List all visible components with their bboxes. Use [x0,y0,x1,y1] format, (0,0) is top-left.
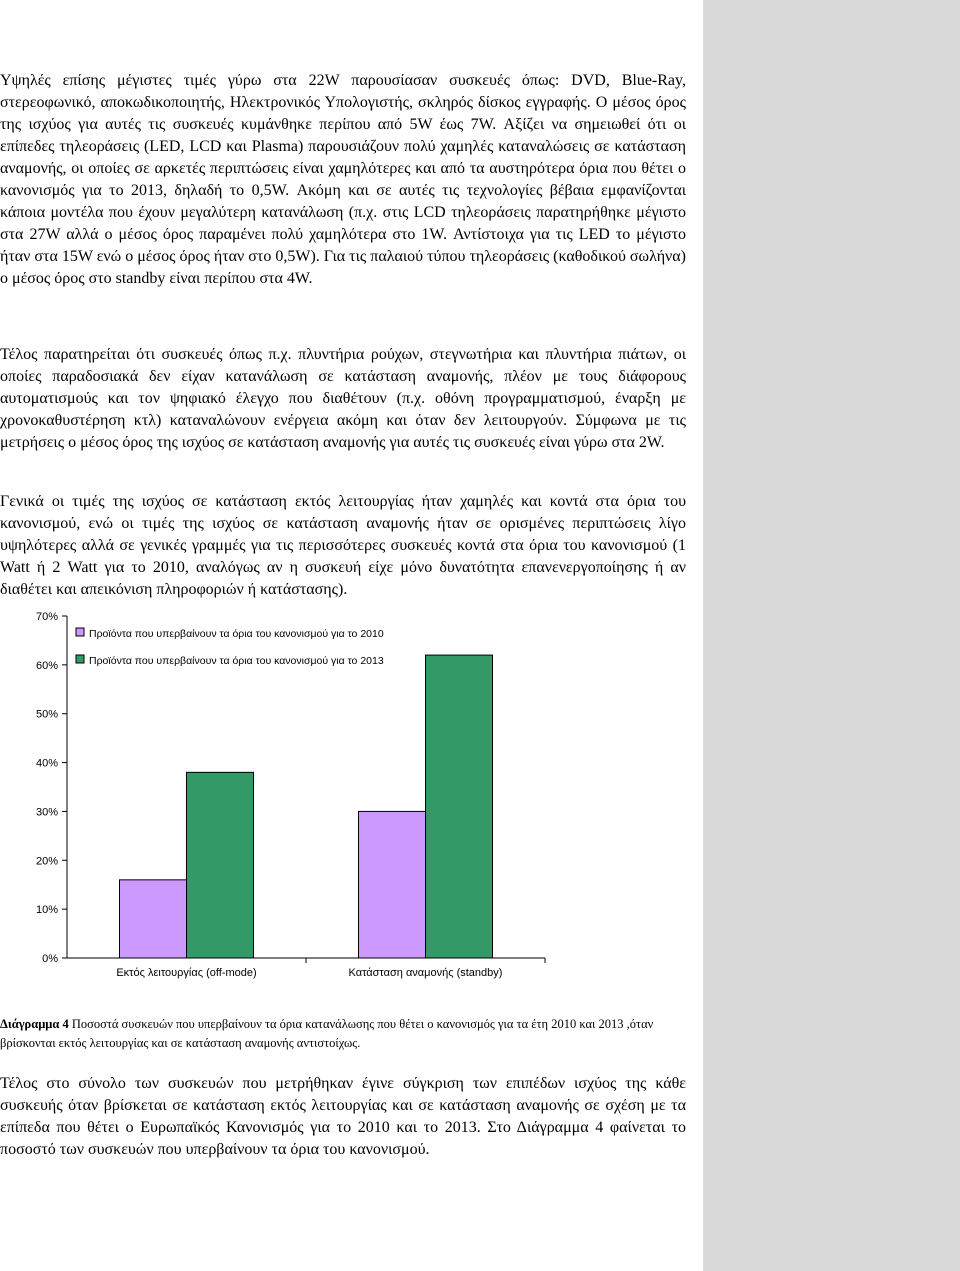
y-tick-label: 50% [35,708,58,721]
bar [426,655,493,958]
legend-label: Προϊόντα που υπερβαίνουν τα όρια του κανονισμού για το 2010 [89,628,384,640]
y-tick-label: 0% [42,953,58,965]
paragraph-4: Τέλος στο σύνολο των συσκευών που μετρήθηκαν έγινε σύγκριση των επιπέδων ισχύος της κάθε συσκευής όταν βρίσκεται σε κατάσταση εκτός λειτουργίας και σε κατάσταση αναμονής σε σχέση με τα επίπεδα που θέτει ο Ευρωπαϊκός Κανονισμός για το 2010 και το 2013. Στο Διάγραμμα 4 φαίνεται το ποσοστό των συσκευών που υπερβαίνουν τα όρια του κανονισμού. [0,1075,686,1158]
y-tick-label: 10% [35,904,58,917]
paragraph-3: Γενικά οι τιμές της ισχύος σε κατάσταση εκτός λειτουργίας ήταν χαμηλές και κοντά στα όρια του κανονισμού, ενώ οι τιμές της ισχύος σε κατάσταση αναμονής ήταν σε ορισμένες περιπτώσεις λίγο υψηλότερες αλλά σε γενικές γραμμές για τις περισσότερες συσκευές κοντά στα όρια του κανονισμού (1 Watt ή 2 Watt για το 2010, αναλόγως αν η συσκευή είχε μόνο δυνατότητα επανενεργοποίησης ή αν διαθέτει και απεικόνιση πληροφοριών ή κατάστασης). [0,493,686,598]
legend-label: Προϊόντα που υπερβαίνουν τα όρια του κανονισμού για το 2013 [89,655,384,667]
bar [187,772,254,958]
x-axis [67,958,545,979]
caption-text: Ποσοστά συσκευών που υπερβαίνουν τα όρια κατανάλωσης που θέτει ο κανονισμός για τα έτη 2010 και 2013 ,όταν βρίσκονται εκτός λειτουργίας και σε κατάσταση αναμονής αντιστοίχως. [0,1017,654,1050]
y-axis [36,611,67,965]
bar [359,811,426,958]
x-tick-label: Εκτός λειτουργίας (off-mode) [116,967,257,979]
y-tick-label: 60% [35,659,58,672]
legend-swatch [76,655,84,663]
bar-chart [0,600,560,995]
y-tick-label: 30% [35,806,58,819]
y-tick-label: 40% [35,757,58,770]
caption-label: Διάγραμμα 4 [0,1017,69,1031]
comment-pane [703,0,960,1271]
x-tick-label: Κατάσταση αναμονής (standby) [348,967,503,979]
y-tick-label: 70% [35,611,58,623]
paragraph-1: Υψηλές επίσης μέγιστες τιμές γύρω στα 22W παρουσίασαν συσκευές όπως: DVD, Blue-Ray, στερεοφωνικό, αποκωδικοποιητής, Ηλεκτρονικός Υπολογιστής, σκληρός δίσκος εγγραφής. Ο μέσος όρος της ισχύος για αυτές τις συσκευές κυμάνθηκε περίπου από 5W έως 7W. Αξίζει να σημειωθεί ότι οι επίπεδες τηλεοράσεις (LED, LCD και Plasma) παρουσιάζουν πολύ χαμηλές καταναλώσεις σε κατάσταση αναμονής, οι οποίες σε αρκετές περιπτώσεις είναι χαμηλότερες και από τα αυστηρότερα όρια που θέτει ο κανονισμός για το 2013, δηλαδή το 0,5W. Ακόμη και σε αυτές τις τεχνολογίες βέβαια εμφανίζονται κάποια μοντέλα που έχουν μεγαλύτερη κατανάλωση (π.χ. στις LCD τηλεοράσεις παρατηρήθηκε μέγιστο στα 27W αλλά ο μέσος όρος παραμένει πολύ χαμηλότερα στο 1W. Αντίστοιχα για τις LED το μέγιστο ήταν στα 15W ενώ ο μέσος όρος ήταν στο 0,5W). Για τις παλαιού τύπου τηλεοράσεις (καθοδικού σωλήνα) ο μέσος όρος στο standby είναι περίπου στα 4W. [0,72,686,287]
y-tick-label: 20% [35,855,58,868]
legend [76,628,384,667]
bar [120,880,187,958]
figure-caption [0,1015,686,1053]
paragraph-2: Τέλος παρατηρείται ότι συσκευές όπως π.χ. πλυντήρια ρούχων, στεγνωτήρια και πλυντήρια πιάτων, οι οποίες παραδοσιακά δεν είχαν κατανάλωση σε κατάσταση αναμονής, πλέον με τους διάφορους αυτοματισμούς και τον ψηφιακό έλεγχο που διαθέτουν (π.χ. οθόνη προγραμματισμού, έναρξη με χρονοκαθυστέρηση κτλ) καταναλώνουν ενέργεια ακόμη και όταν δεν λειτουργούν. Σύμφωνα με τις μετρήσεις ο μέσος όρος της ισχύος σε κατάσταση αναμονής για αυτές τις συσκευές είναι γύρω στα 2W. [0,346,686,451]
legend-swatch [76,628,84,636]
bars [120,655,493,958]
